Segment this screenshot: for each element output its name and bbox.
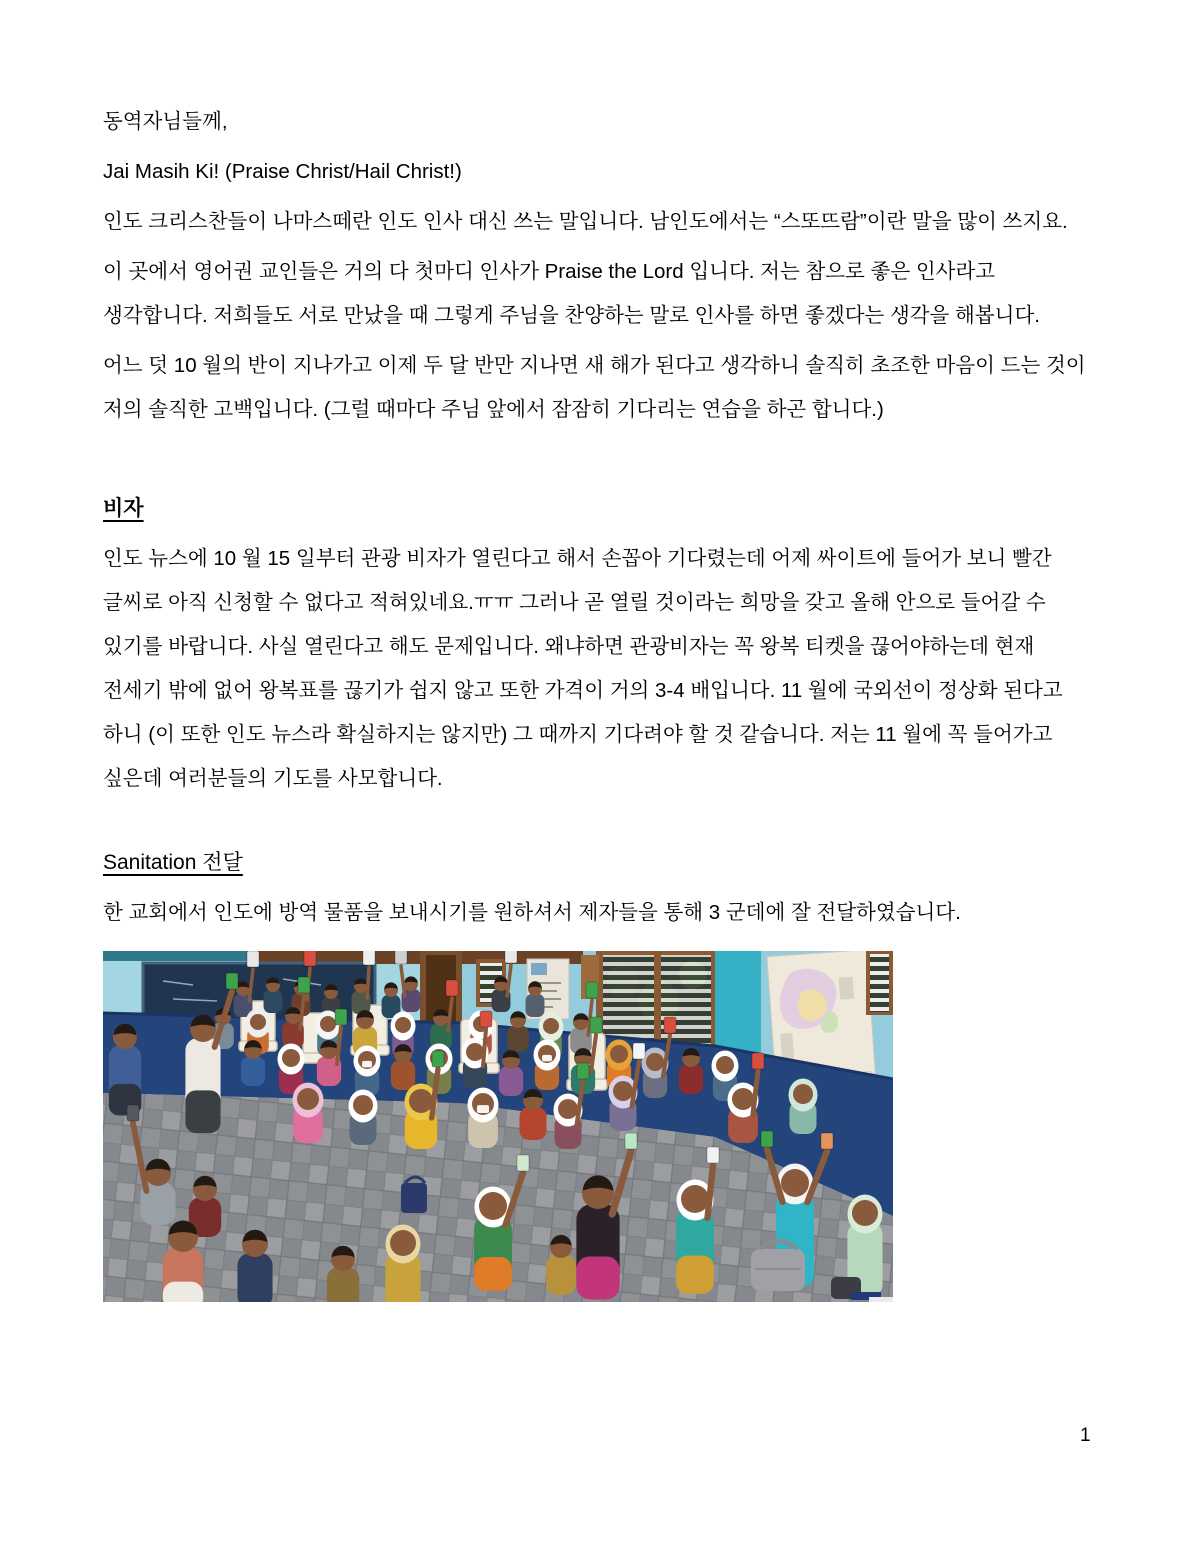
- section-heading-visa: 비자: [103, 497, 144, 520]
- sanitation-paragraph: 한 교회에서 인도에 방역 물품을 보내시기를 원하셔서 제자들을 통해 3 군데에 잘 전달하였습니다.: [103, 901, 961, 924]
- classroom-photo-figure: [103, 951, 893, 1302]
- page-number: 1: [1080, 1425, 1091, 1446]
- visa-paragraph: 인도 뉴스에 10 월 15 일부터 관광 비자가 열린다고 해서 손꼽아 기다렸는데 어제 싸이트에 들어가 보니 빨간 글씨로 아직 신청할 수 없다고 적혀있네요.ㅠㅠ 그러나 곧 열릴 것이라는 희망을 갖고 올해 안으로 들어갈 수 있기를 바랍니다. 사실 열린다고 해도 문제입니다. 왜냐하면 관광비자는 꼭 왕복 티켓을 끊어야하는데 현재 전세기 밖에 없어 왕복표를 끊기가 쉽지 않고 또한 가격이 거의 3-4 배입니다. 11 월에 국외선이 정상화 된다고 하니 (이 또한 인도 뉴스라 확실하지는 않지만) 그 때까지 기다려야 할 것 같습니다. 저는 11 월에 꼭 들어가고 싶은데 여러분들의 기도를 사모합니다.: [103, 547, 1063, 790]
- section-heading-sanitation: Sanitation 전달: [103, 851, 243, 874]
- classroom-photo: [103, 951, 893, 1302]
- white-object: [869, 1297, 893, 1302]
- greeting-line: Jai Masih Ki! (Praise Christ/Hail Christ!): [103, 160, 462, 183]
- intro-paragraph-2: 이 곳에서 영어권 교인들은 거의 다 첫마디 인사가 Praise the Lord 입니다. 저는 참으로 좋은 인사라고 생각합니다. 저희들도 서로 만났을 때 그렇게 주님을 찬양하는 말로 인사를 하면 좋겠다는 생각을 해봅니다.: [103, 260, 1040, 327]
- letter-body: [103, 100, 1099, 1302]
- salutation: 동역자님들께,: [103, 110, 228, 133]
- right-window-strip: [866, 951, 893, 1015]
- intro-paragraph-3: 어느 덧 10 월의 반이 지나가고 이제 두 달 반만 지나면 새 해가 된다고 생각하니 솔직히 초조한 마음이 드는 것이 저의 솔직한 고백입니다. (그럴 때마다 주님 앞에서 잠잠히 기다리는 연습을 하곤 합니다.): [103, 354, 1086, 421]
- intro-paragraph-1: 인도 크리스찬들이 나마스떼란 인도 인사 대신 쓰는 말입니다. 남인도에서는 “스또뜨람”이란 말을 많이 쓰지요.: [103, 210, 1068, 233]
- ceiling-strip: [103, 951, 263, 961]
